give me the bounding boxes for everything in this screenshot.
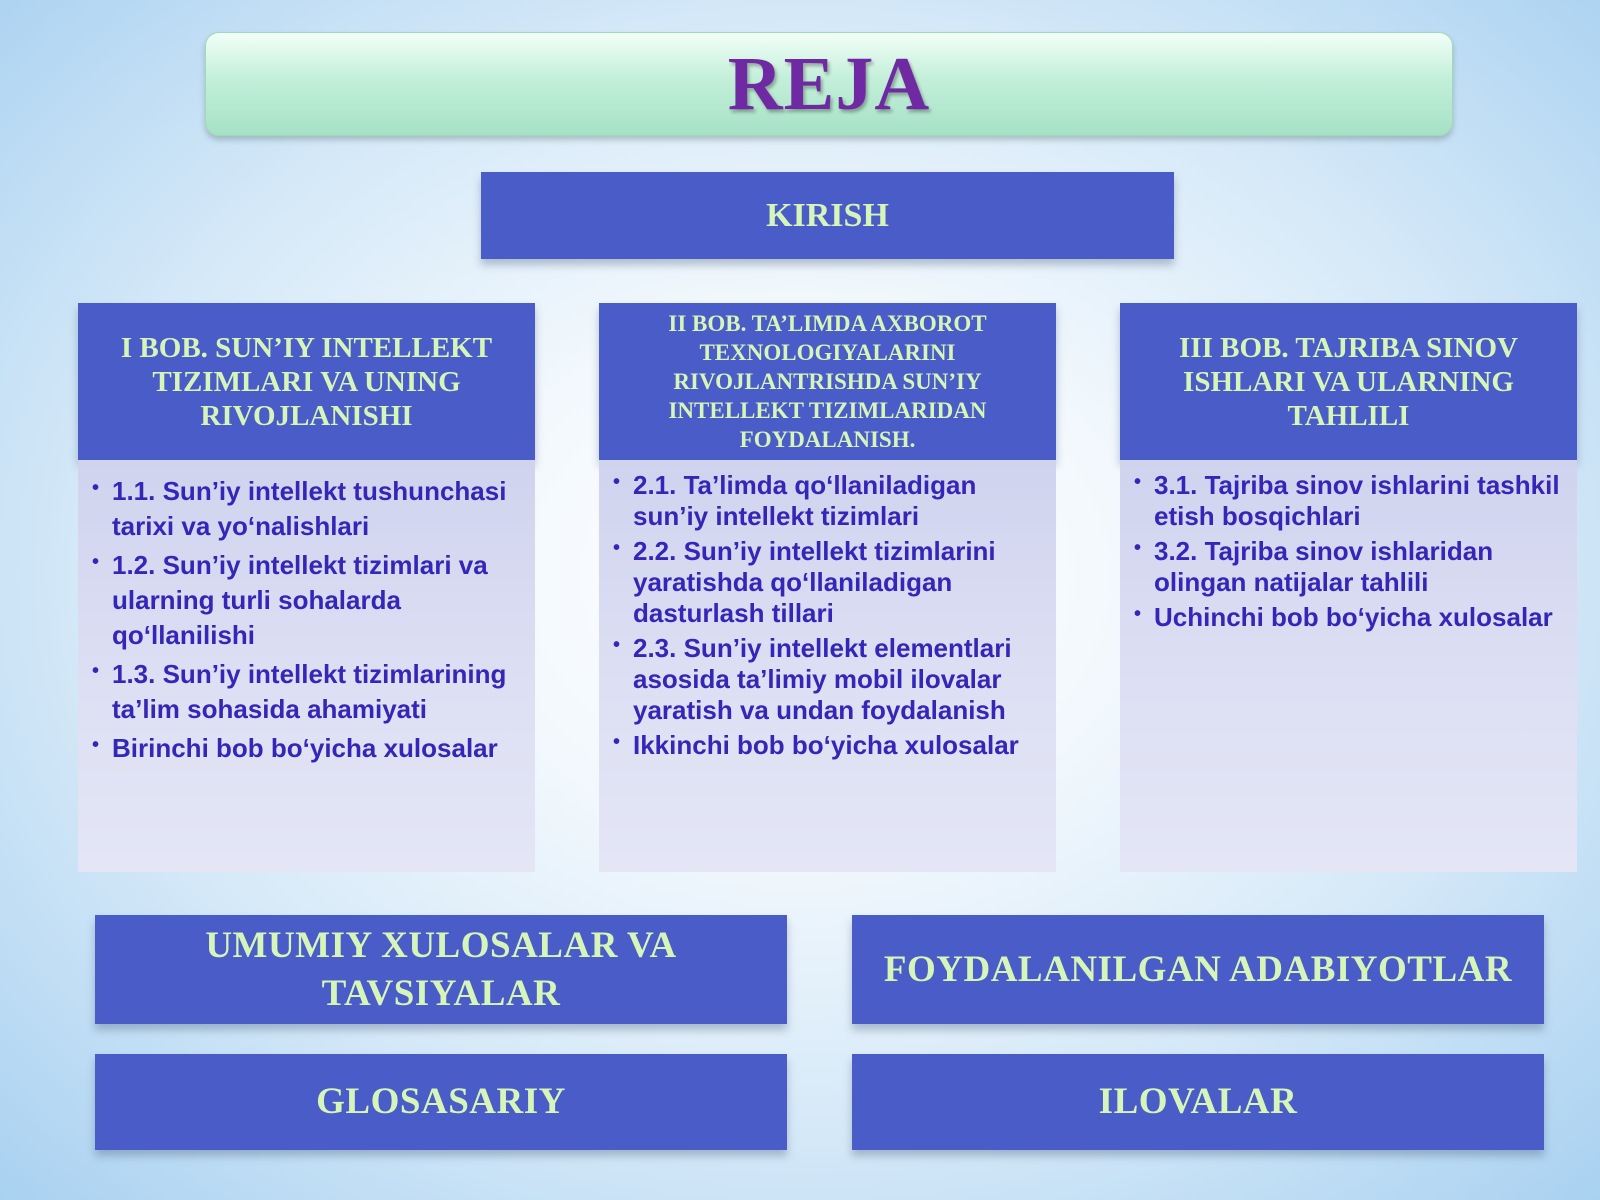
chapter-2-body	[599, 460, 1056, 872]
references-box: FOYDALANILGAN ADABIYOTLAR	[852, 915, 1544, 1024]
chapter-1-heading: I BOB. SUN’IY INTELLEKT TIZIMLARI VA UNING RIVOJLANISHI	[78, 303, 535, 460]
title-banner	[205, 32, 1453, 136]
list-item: • 1.2. Sun’iy intellekt tizimlari va ularning turli sohalarda qo‘llanilishi	[92, 548, 521, 653]
list-item: • Uchinchi bob bo‘yicha xulosalar	[1134, 602, 1563, 633]
chapter-3-heading: III BOB. TAJRIBA SINOV ISHLARI VA ULARNING TAHLILI	[1120, 303, 1577, 460]
list-item: • 3.2. Tajriba sinov ishlaridan olingan natijalar tahlili	[1134, 536, 1563, 598]
list-item: • 2.1. Ta’limda qo‘llaniladigan sun’iy intellekt tizimlari	[613, 470, 1042, 532]
list-item: • Birinchi bob bo‘yicha xulosalar	[92, 731, 521, 766]
chapter-1-body	[78, 460, 535, 872]
list-item: • 3.1. Tajriba sinov ishlarini tashkil etish bosqichlari	[1134, 470, 1563, 532]
conclusions-box: UMUMIY XULOSALAR VA TAVSIYALAR	[95, 915, 787, 1024]
list-item: • 2.3. Sun’iy intellekt elementlari asosida ta’limiy mobil ilovalar yaratish va undan foydalanish	[613, 633, 1042, 726]
intro-box: KIRISH	[481, 172, 1174, 259]
list-item: • Ikkinchi bob bo‘yicha xulosalar	[613, 730, 1042, 761]
list-item: • 2.2. Sun’iy intellekt tizimlarini yaratishda qo‘llaniladigan dasturlash tillari	[613, 536, 1042, 629]
chapter-2-list	[613, 470, 1042, 761]
list-item: • 1.3. Sun’iy intellekt tizimlarining ta’lim sohasida ahamiyati	[92, 657, 521, 727]
page-title: REJA	[727, 41, 931, 126]
chapter-1-list	[92, 474, 521, 766]
chapter-3-list	[1134, 470, 1563, 633]
chapter-2-heading: II BOB. TA’LIMDA AXBOROT TEXNOLOGIYALARINI RIVOJLANTRISHDA SUN’IY INTELLEKT TIZIMLARIDAN FOYDALANISH.	[599, 303, 1056, 460]
glossary-box: GLOSASARIY	[95, 1054, 787, 1150]
list-item: • 1.1. Sun’iy intellekt tushunchasi tarixi va yo‘nalishlari	[92, 474, 521, 544]
chapter-3-body	[1120, 460, 1577, 872]
appendices-box: ILOVALAR	[852, 1054, 1544, 1150]
